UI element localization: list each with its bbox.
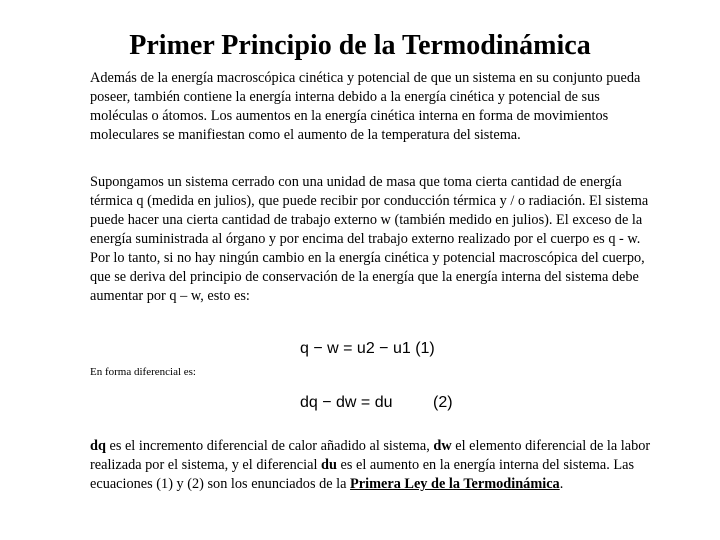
equation-1: q − w = u2 − u1 (1) (300, 340, 435, 357)
equation-2: dq − dw = du (300, 394, 393, 411)
differential-label: En forma diferencial es: (90, 366, 196, 378)
term-dq: dq (90, 438, 106, 454)
equation-2-number: (2) (433, 394, 453, 411)
first-law-link[interactable]: Primera Ley de la Termodinámica (350, 476, 560, 492)
term-du: du (321, 457, 337, 473)
term-dw: dw (433, 438, 452, 454)
paragraph-definitions (90, 437, 660, 494)
paragraph-closed-system: Supongamos un sistema cerrado con una unidad de masa que toma cierta cantidad de energía térmica q (medida en julios), que puede recibir por conducción térmica y / o radiación. El sistema puede hacer una cierta cantidad de trabajo externo w (también medido en julios). El exceso de la energía suministrada al órgano y por encima del trabajo externo realizado por el cuerpo es q - w. Por lo tanto, si no hay ningún cambio en la energía cinética y potencial macroscópica del cuerpo, que se deriva del principio de conservación de la energía que la energía interna del sistema debe aumentar por q – w, esto es: (90, 174, 649, 304)
text-segment: . (559, 476, 564, 492)
text-segment: es el aumento en la energía interna del sistema. Las ecuaciones (1) y (2) son los enunciados de la (90, 457, 635, 492)
text-segment: el elemento diferencial de la labor realizada por el sistema, y el diferencial (90, 438, 651, 473)
text-segment: es el incremento diferencial de calor añadido al sistema, (105, 438, 434, 454)
page-title: Primer Principio de la Termodinámica (129, 30, 591, 61)
paragraph-internal-energy: Además de la energía macroscópica cinética y potencial de que un sistema en su conjunto pueda poseer, también contiene la energía interna debido a la energía cinética y potencial de sus moléculas o átomos. Los aumentos en la energía cinética interna en forma de movimientos moleculares se manifiestan como el aumento de la temperatura del sistema. (90, 70, 641, 143)
